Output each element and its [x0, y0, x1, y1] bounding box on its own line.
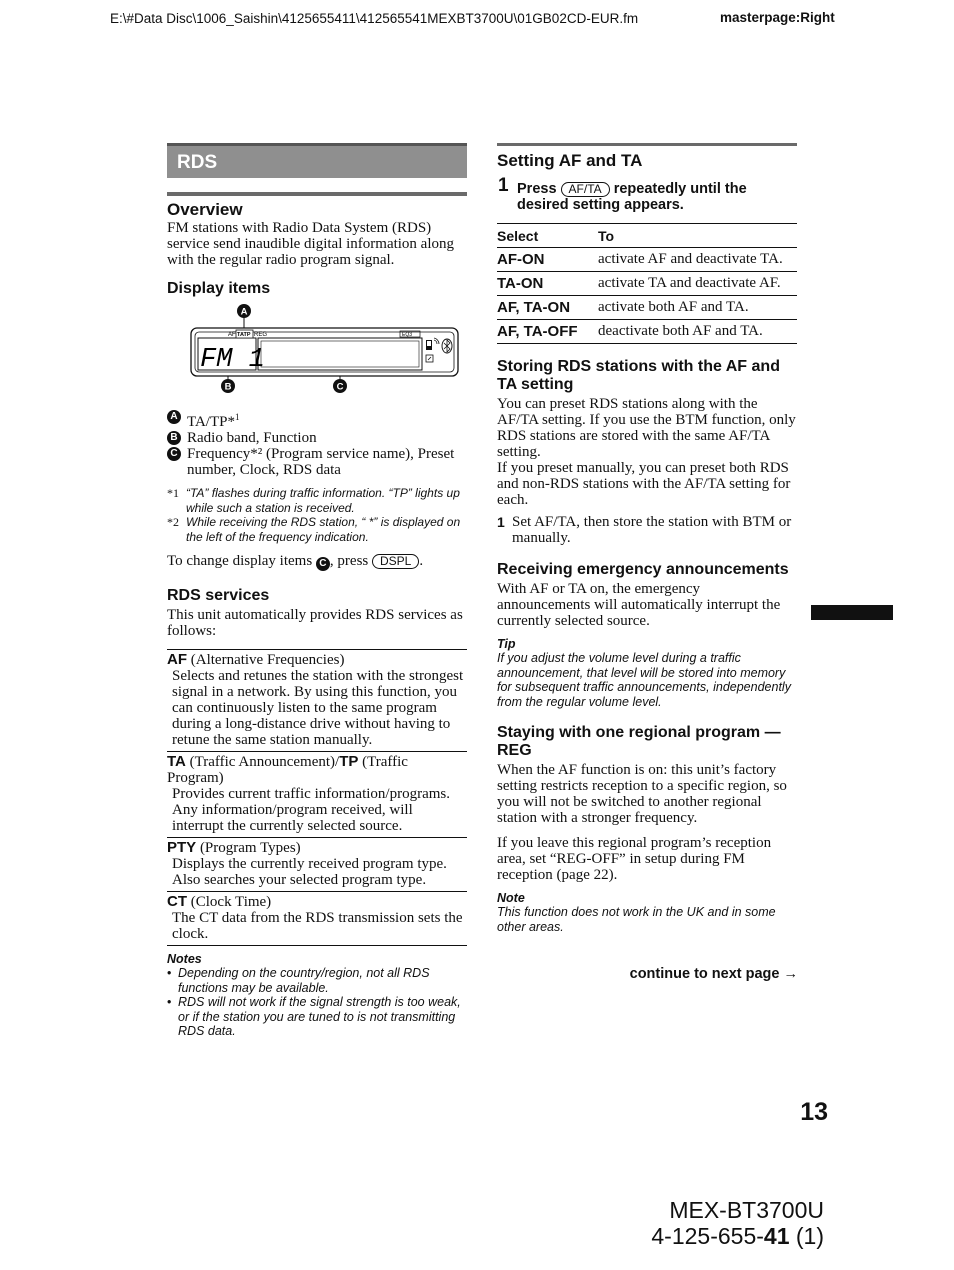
rds-services-title: RDS services	[167, 587, 270, 604]
table-row: TA-ON activate TA and deactivate AF.	[497, 272, 797, 296]
eq-indicator: EQ3	[402, 332, 413, 338]
service-item: TA (Traffic Announcement)/TP (Traffic Program) Provides current traffic information/programs. Any information/program received, will interrupt the currently selected source.	[167, 751, 467, 837]
reg-indicator: REG	[254, 332, 268, 338]
display-figure	[167, 304, 467, 399]
footnote: *2 While receiving the RDS station, “ *” is displayed on the left of the frequency indication.	[167, 515, 461, 544]
callout-b	[221, 379, 235, 393]
dspl-button[interactable]: DSPL	[372, 554, 419, 569]
regional-text-1: When the AF function is on: this unit’s factory setting restricts reception to a specific region, so you will not be switched to another regional station with a stronger frequency.	[497, 762, 787, 826]
masterpage-label: masterpage:Right	[720, 10, 835, 25]
af-ta-button[interactable]: AF/TA	[561, 182, 610, 197]
af-ta-step: 1 Press AF/TA repeatedly until the desired setting appears.	[498, 175, 747, 213]
table-row: AF-ON activate AF and deactivate TA.	[497, 248, 797, 272]
table-header: Select To	[497, 224, 797, 248]
table-row: AF, TA-ON activate both AF and TA.	[497, 296, 797, 320]
lcd-text: FM 1	[200, 345, 265, 375]
service-item: AF (Alternative Frequencies) Selects and retunes the station with the strongest signal in a network. By using this function, you can continuously listen to the same program during a long-distance drive without having to retune the same station manually.	[167, 649, 467, 751]
continue-link: continue to next page →	[629, 966, 798, 982]
rds-services-intro: This unit automatically provides RDS services as follows:	[167, 607, 463, 639]
side-tab	[811, 605, 893, 620]
storing-step: 1 Set AF/TA, then store the station with BTM or manually.	[497, 514, 792, 546]
part-number: 4-125-655-41 (1)	[651, 1223, 824, 1249]
overview-text: FM stations with Radio Data System (RDS) service send inaudible digital information along with the regular radio program signal.	[167, 220, 455, 268]
svg-text:C: C	[336, 381, 344, 393]
legend-item: B Radio band, Function	[167, 430, 467, 446]
emergency-text: With AF or TA on, the emergency announcements will automatically interrupt the currently selected source.	[497, 581, 781, 629]
af-indicator: AF	[228, 332, 236, 338]
display-diagram	[167, 304, 467, 399]
phone-icon	[426, 340, 432, 350]
overview-title: Overview	[167, 200, 243, 219]
note-title: Note	[497, 891, 525, 905]
callout-c	[333, 379, 347, 393]
page-number: 13	[800, 1098, 828, 1126]
note-text: This function does not work in the UK and in some other areas.	[497, 905, 776, 934]
footnotes	[167, 486, 467, 544]
regional-text-2: If you leave this regional program’s reception area, set “REG-OFF” in setup during FM reception (page 22).	[497, 835, 772, 883]
svg-text:B: B	[224, 381, 232, 393]
tip-title: Tip	[497, 637, 516, 651]
af-ta-table	[497, 223, 797, 344]
model-info	[640, 1197, 824, 1249]
tip-text: If you adjust the volume level during a traffic announcement, that level will be stored into memory for subsequent traffic announcements, independently from the regular volume level.	[497, 651, 791, 709]
callout-a	[237, 304, 251, 318]
regional-title: Staying with one regional program — REG	[497, 724, 781, 759]
af-ta-title: Setting AF and TA	[497, 151, 643, 170]
storing-text-1: You can preset RDS stations along with the AF/TA setting. If you use the BTM function, only RDS stations are stored with the same AF/TA setting.	[497, 396, 796, 460]
storing-title: Storing RDS stations with the AF and TA setting	[497, 358, 780, 393]
right-column	[497, 143, 797, 934]
file-path: E:\#Data Disc\1006_Saishin\4125655411\412565541MEXBT3700U\01GB02CD-EUR.fm	[110, 11, 639, 26]
note-item: • Depending on the country/region, not all RDS functions may be available.	[167, 966, 430, 995]
left-column	[167, 143, 467, 1039]
notes-title: Notes	[167, 952, 202, 966]
display-items-title: Display items	[167, 280, 271, 297]
storing-text-2: If you preset manually, you can preset both RDS and non-RDS stations with the AF/TA setting for each.	[497, 460, 791, 508]
footnote: *1 “TA” flashes during traffic information. “TP” lights up while such a station is received.	[167, 486, 460, 515]
svg-text:A: A	[240, 306, 248, 318]
legend-item: C Frequency*² (Program service name), Preset number, Clock, RDS data	[167, 446, 467, 478]
rds-banner: RDS	[167, 143, 467, 178]
model-name: MEX-BT3700U	[669, 1197, 824, 1223]
service-item: CT (Clock Time) The CT data from the RDS transmission sets the clock.	[167, 891, 467, 946]
service-item: PTY (Program Types) Displays the currently received program type. Also searches your selected program type.	[167, 837, 467, 891]
note-item: • RDS will not work if the signal strength is too weak, or if the station you are tuned to is not transmitting RDS data.	[167, 995, 461, 1038]
section-rule	[167, 192, 467, 196]
table-row: AF, TA-OFF deactivate both AF and TA.	[497, 320, 797, 344]
section-rule	[497, 143, 797, 146]
legend-item: A TA/TP*$^1$	[167, 409, 467, 430]
tatp-indicator: TATP	[237, 332, 251, 338]
emergency-title: Receiving emergency announcements	[497, 561, 789, 578]
bluetooth-icon	[442, 339, 452, 353]
change-display-text: To change display items C , press DSPL .	[167, 553, 424, 569]
display-legend	[167, 409, 467, 478]
rds-services-list	[167, 649, 467, 946]
